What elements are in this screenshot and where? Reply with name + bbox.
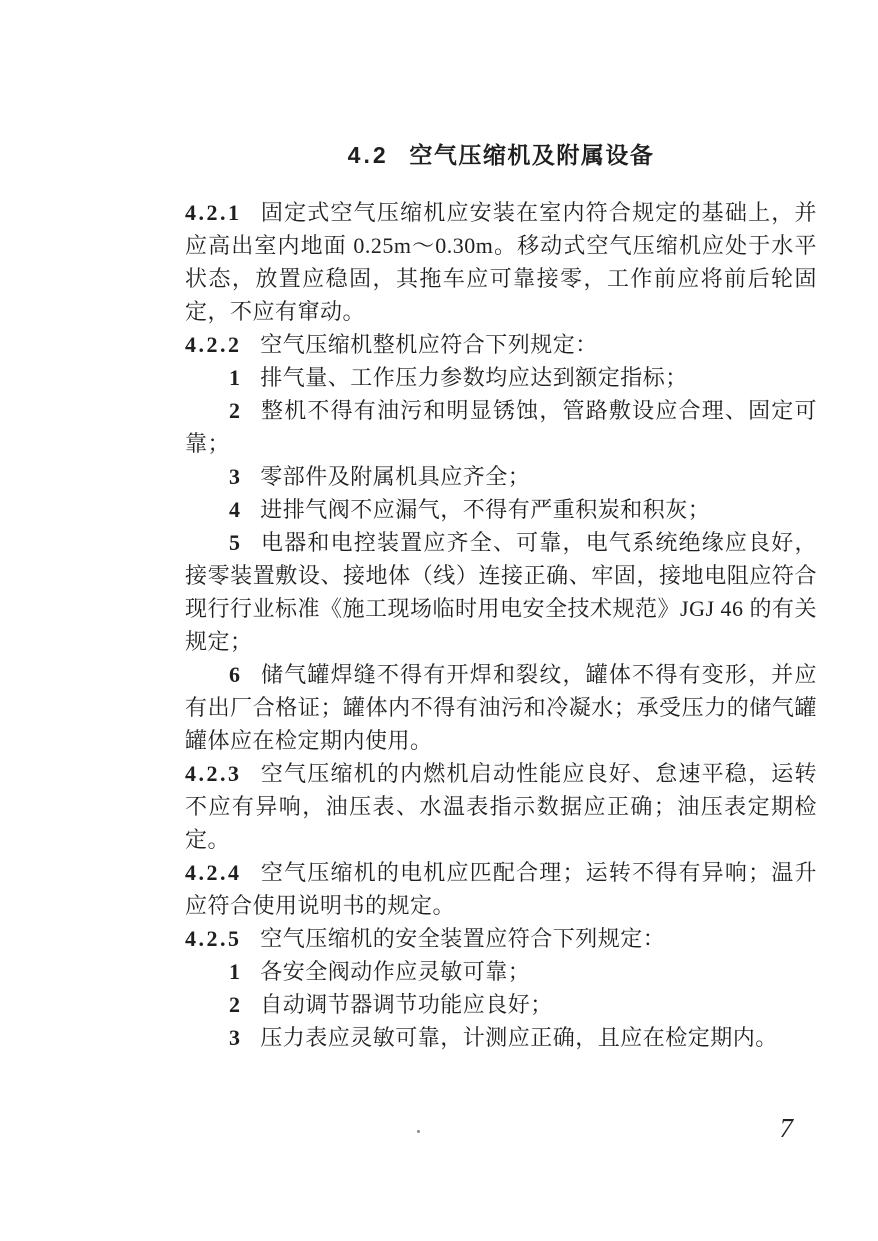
clause-4-2-1 [185, 196, 817, 328]
clause-4-2-4 [185, 856, 817, 922]
clause-4-2-3 [185, 757, 817, 856]
clause-text: 空气压缩机整机应符合下列规定： [260, 332, 598, 357]
clause-4-2-2-item-1 [185, 361, 817, 394]
item-text: 储气罐焊缝不得有开焊和裂纹，罐体不得有变形，并应有出厂合格证；罐体内不得有油污和冷凝水；承受压力的储气罐罐体应在检定期内使用。 [185, 662, 817, 753]
clause-4-2-2 [185, 328, 817, 361]
item-number: 6 [229, 662, 241, 687]
clause-number: 4.2.1 [185, 200, 242, 225]
clause-text: 空气压缩机的安全装置应符合下列规定： [260, 926, 666, 951]
item-number: 1 [229, 365, 241, 390]
section-title [185, 140, 817, 170]
clause-number: 4.2.4 [185, 860, 242, 885]
clause-4-2-5-item-2 [185, 988, 817, 1021]
item-text: 进排气阀不应漏气，不得有严重积炭和积灰； [260, 497, 711, 522]
clause-number: 4.2.2 [185, 332, 242, 357]
item-number: 3 [229, 464, 241, 489]
section-title-text: 空气压缩机及附属设备 [409, 142, 655, 168]
section-number: 4.2 [347, 142, 389, 168]
clause-4-2-5 [185, 922, 817, 955]
clause-4-2-2-item-4 [185, 493, 817, 526]
clause-4-2-5-item-1 [185, 955, 817, 988]
clause-4-2-2-item-5 [185, 526, 817, 658]
clause-number: 4.2.5 [185, 926, 242, 951]
item-text: 零部件及附属机具应齐全； [260, 464, 531, 489]
document-content [185, 140, 817, 1054]
clause-4-2-2-item-2 [185, 394, 817, 460]
item-text: 自动调节器调节功能应良好； [260, 992, 553, 1017]
item-text: 压力表应灵敏可靠，计测应正确，且应在检定期内。 [260, 1025, 778, 1050]
item-number: 2 [229, 398, 241, 423]
clause-number: 4.2.3 [185, 761, 242, 786]
item-number: 5 [229, 530, 241, 555]
item-number: 3 [229, 1025, 241, 1050]
item-number: 1 [229, 959, 241, 984]
item-text: 整机不得有油污和明显锈蚀，管路敷设应合理、固定可靠； [185, 398, 817, 456]
clause-text: 固定式空气压缩机应安装在室内符合规定的基础上，并应高出室内地面 0.25m～0.30m。移动式空气压缩机应处于水平状态，放置应稳固，其拖车应可靠接零，工作前应将前后轮固定，不应有窜动。 [185, 200, 817, 324]
item-number: 2 [229, 992, 241, 1017]
clause-text: 空气压缩机的电机应匹配合理；运转不得有异响；温升应符合使用说明书的规定。 [185, 860, 817, 918]
clause-4-2-2-item-6 [185, 658, 817, 757]
item-text: 排气量、工作压力参数均应达到额定指标； [260, 365, 688, 390]
item-text: 各安全阀动作应灵敏可靠； [260, 959, 531, 984]
page-number: 7 [779, 1113, 793, 1143]
scan-speck [417, 1130, 420, 1133]
clause-text: 空气压缩机的内燃机启动性能应良好、怠速平稳，运转不应有异响，油压表、水温表指示数据应正确；油压表定期检定。 [185, 761, 817, 852]
clause-4-2-2-item-3 [185, 460, 817, 493]
clause-4-2-5-item-3 [185, 1021, 817, 1054]
item-number: 4 [229, 497, 241, 522]
item-text: 电器和电控装置应齐全、可靠，电气系统绝缘应良好，接零装置敷设、接地体（线）连接正确、牢固，接地电阻应符合现行行业标准《施工现场临时用电安全技术规范》JGJ 46 的有关规定； [185, 530, 818, 654]
